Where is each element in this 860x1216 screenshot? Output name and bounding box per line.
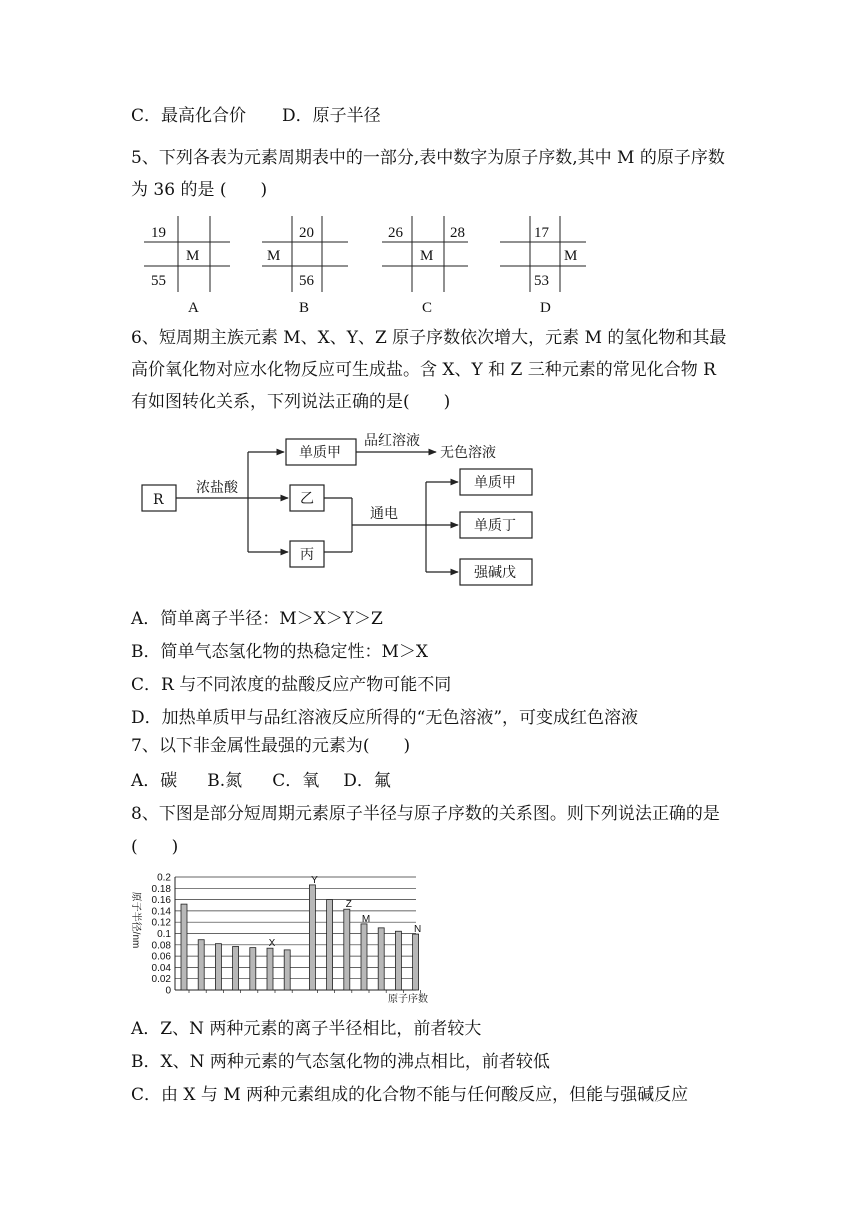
q6-option-c: C．R 与不同浓度的盐酸反应产物可能不同 — [131, 675, 452, 695]
y-tick-label: 0.14 — [151, 906, 171, 918]
grid-b-bm: 56 — [299, 273, 314, 289]
box-out-ding-label: 单质丁 — [474, 518, 516, 534]
grid-d-bm: 53 — [534, 273, 549, 289]
bar — [413, 934, 419, 990]
box-jia-label: 单质甲 — [299, 445, 341, 461]
y-tick-label: 0.18 — [151, 883, 171, 895]
q5-grids — [140, 214, 600, 316]
q7-option-b: B.氮 — [207, 771, 243, 791]
option-c: C．最高化合价 — [131, 106, 247, 126]
y-tick-label: 0.08 — [151, 940, 171, 952]
q6-stem-line1: 6、短周期主族元素 M、X、Y、Z 原子序数依次增大，元素 M 的氢化物和其最 — [131, 328, 727, 348]
q5-stem-line1: 5、下列各表为元素周期表中的一部分,表中数字为原子序数,其中 M 的原子序数 — [131, 148, 725, 168]
chart-yticks — [152, 873, 172, 997]
label-colorless: 无色溶液 — [440, 445, 496, 461]
bar — [327, 900, 333, 990]
y-tick-label: 0.2 — [157, 872, 171, 884]
grid-d — [500, 216, 586, 316]
grid-c-tl: 26 — [388, 225, 403, 241]
q8-stem-line2: ( ) — [131, 837, 179, 857]
grid-b-label: B — [299, 300, 310, 316]
grid-a-bl: 55 — [151, 273, 166, 289]
bar-label: M — [361, 913, 371, 925]
grid-b — [262, 216, 348, 316]
y-tick-label: 0.06 — [151, 951, 171, 963]
q7-option-d: D．氟 — [343, 771, 391, 791]
y-tick-label: 0.16 — [151, 895, 171, 907]
q8-option-a: A．Z、N 两种元素的离子半径相比，前者较大 — [131, 1019, 482, 1039]
q5-stem-line2: 为 36 的是 ( ) — [131, 180, 268, 200]
chart-bars — [181, 885, 421, 993]
option-d: D．原子半径 — [282, 106, 381, 126]
label-pinhong: 品红溶液 — [364, 433, 420, 449]
grid-a-mm: M — [186, 248, 200, 264]
grid-d-mr: M — [564, 248, 578, 264]
grid-a-tl: 19 — [151, 225, 166, 241]
bar — [284, 950, 290, 990]
grid-b-tm: 20 — [299, 225, 314, 241]
bar — [395, 931, 401, 990]
bar — [344, 909, 350, 990]
y-tick-label: 0 — [165, 985, 171, 997]
grid-c-label: C — [422, 300, 433, 316]
atomic-radius-chart — [120, 862, 450, 1008]
q7-options-line — [131, 770, 391, 792]
box-r-label: R — [153, 492, 164, 508]
q8-stem-line1: 8、下图是部分短周期元素原子半径与原子序数的关系图。则下列说法正确的是 — [131, 804, 720, 824]
label-conc-hcl: 浓盐酸 — [196, 480, 238, 496]
y-tick-label: 0.1 — [157, 929, 171, 940]
bar-label: N — [413, 924, 422, 936]
q6-stem-line3: 有如图转化关系，下列说法正确的是( ) — [131, 392, 451, 412]
grid-c-tr: 28 — [450, 225, 465, 241]
grid-c — [382, 216, 468, 316]
bar — [267, 948, 273, 990]
q8-option-c: C．由 X 与 M 两种元素组成的化合物不能与任何酸反应，但能与强碱反应 — [131, 1085, 689, 1105]
chart-ylabel: 原子半径/nm — [130, 891, 141, 949]
box-bing-label: 丙 — [300, 547, 314, 563]
bar — [215, 944, 221, 990]
bar — [378, 928, 384, 990]
grid-d-label: D — [540, 300, 551, 316]
bar — [250, 948, 256, 990]
y-tick-label: 0.12 — [151, 917, 171, 929]
grid-a — [144, 216, 230, 316]
q8-option-b: B．X、N 两种元素的气态氢化物的沸点相比，前者较低 — [131, 1052, 550, 1072]
grid-a-label: A — [188, 300, 199, 316]
grid-d-tm: 17 — [534, 225, 549, 241]
q7-option-c: C．氧 — [272, 771, 320, 791]
bar-label: Y — [311, 874, 318, 886]
box-out-wu-label: 强碱戊 — [474, 565, 516, 581]
grid-c-mm: M — [420, 248, 434, 264]
q7-option-a: A．碳 — [131, 771, 178, 791]
bar-label: Z — [345, 899, 352, 911]
bar — [181, 904, 187, 990]
q6-option-a: A．简单离子半径：M＞X＞Y＞Z — [131, 609, 383, 629]
box-out-jia-label: 单质甲 — [474, 475, 516, 491]
top-options-line — [131, 105, 381, 127]
label-tongdian: 通电 — [370, 506, 398, 522]
grid-b-ml: M — [267, 248, 281, 264]
y-tick-label: 0.02 — [151, 974, 171, 986]
bar — [233, 946, 239, 990]
bar — [309, 885, 315, 990]
q6-option-b: B．简单气态氢化物的热稳定性：M＞X — [131, 642, 429, 662]
bar-label: X — [268, 938, 276, 950]
q6-stem-line2: 高价氧化物对应水化物反应可生成盐。含 X、Y 和 Z 三种元素的常见化合物 R — [131, 360, 716, 380]
chart-xlabel: 原子序数 — [388, 994, 428, 1005]
q6-flow-diagram — [138, 428, 558, 593]
q6-option-d: D．加热单质甲与品红溶液反应所得的“无色溶液”，可变成红色溶液 — [131, 708, 639, 728]
y-tick-label: 0.04 — [151, 962, 171, 974]
box-yi-label: 乙 — [300, 491, 314, 507]
bar — [361, 924, 367, 990]
bar — [198, 940, 204, 990]
q7-stem: 7、以下非金属性最强的元素为( ) — [131, 736, 411, 756]
